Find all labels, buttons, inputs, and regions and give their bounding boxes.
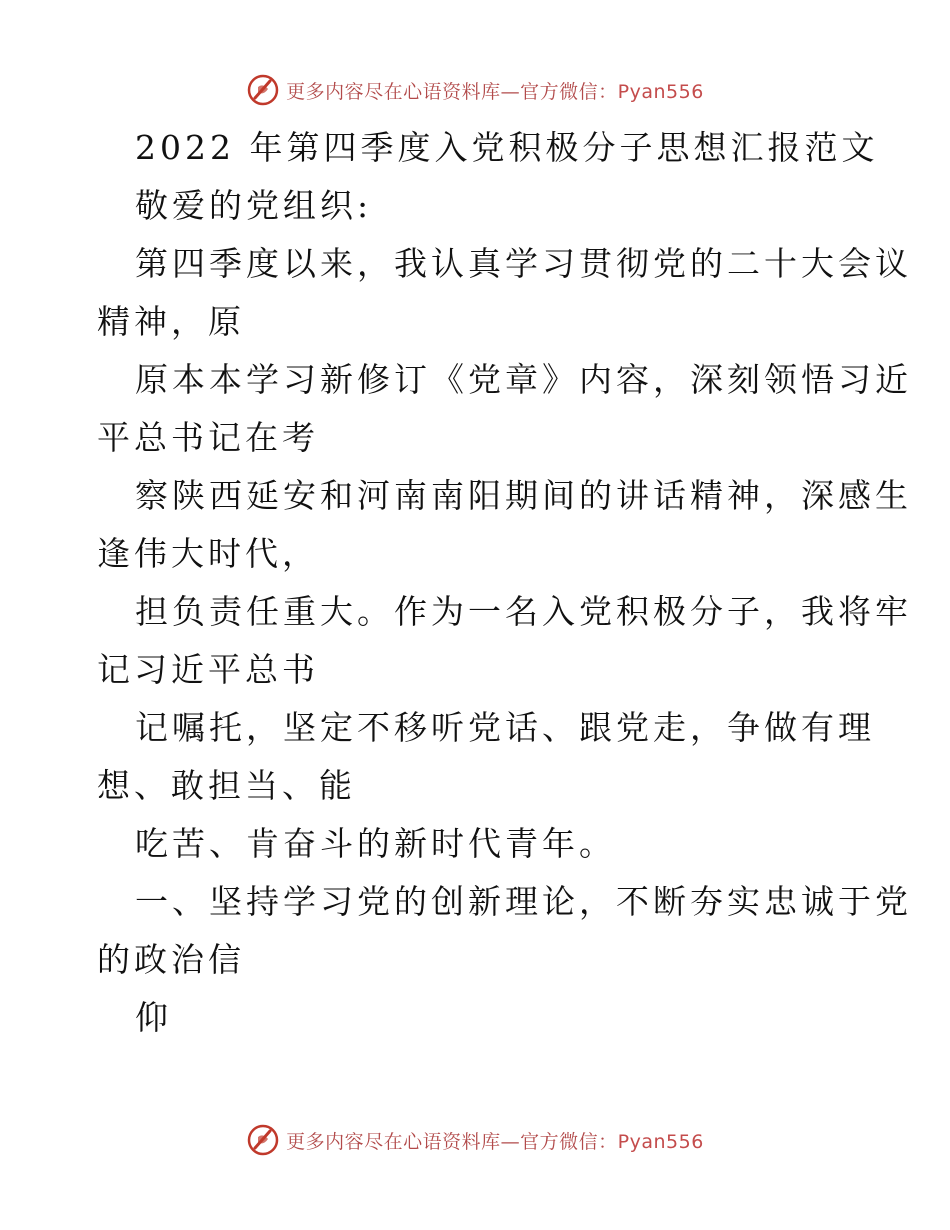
text-line: 察陕西延安和河南南阳期间的讲话精神，深感生: [135, 476, 912, 515]
banner-text: 更多内容尽在心语资料库—官方微信：Pyan556: [286, 80, 704, 103]
text-line: 逢伟大时代，: [97, 534, 319, 573]
text-line: 吃苦、肯奋斗的新时代青年。: [135, 824, 616, 863]
document-title: 2022 年第四季度入党积极分子思想汇报范文: [135, 128, 879, 167]
salutation: 敬爱的党组织:: [135, 186, 373, 225]
text-line: 记习近平总书: [97, 650, 319, 689]
text-line: 记嘱托，坚定不移听党话、跟党走，争做有理: [135, 708, 875, 747]
text-line: 平总书记在考: [97, 418, 319, 457]
section-heading: 一、坚持学习党的创新理论，不断夯实忠诚于党: [135, 882, 912, 921]
text-line: 担负责任重大。作为一名入党积极分子，我将牢: [135, 592, 912, 631]
text-line: 原本本学习新修订《党章》内容，深刻领悟习近: [135, 360, 912, 399]
banner-text: 更多内容尽在心语资料库—官方微信：Pyan556: [286, 1130, 704, 1153]
header-banner: [0, 70, 950, 110]
text-line: 精神，原: [97, 302, 245, 341]
logo-icon: [246, 73, 280, 107]
text-line: 仰: [135, 998, 172, 1037]
text-line: 第四季度以来，我认真学习贯彻党的二十大会议: [135, 244, 912, 283]
text-line: 的政治信: [97, 940, 245, 979]
logo-icon: [246, 1123, 280, 1157]
text-line: 想、敢担当、能: [97, 766, 356, 805]
footer-banner: [0, 1120, 950, 1160]
